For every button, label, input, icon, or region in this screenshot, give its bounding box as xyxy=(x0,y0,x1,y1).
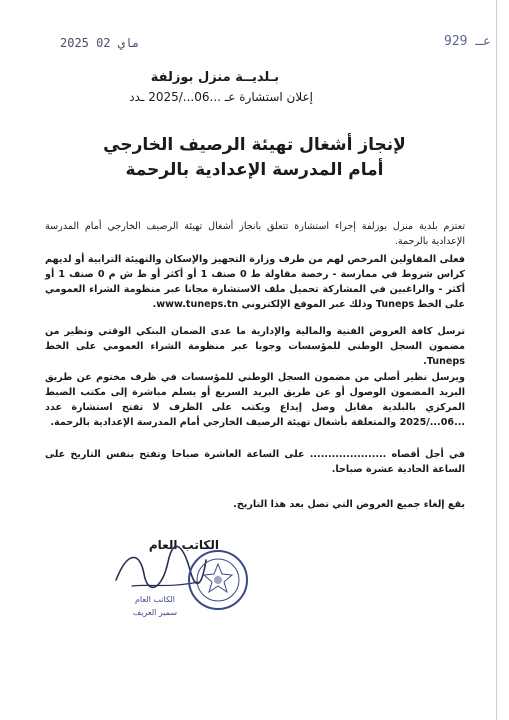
paragraph-cancellation: يقع إلغاء جميع العروض التي تصل بعد هذا التاريخ. xyxy=(233,499,465,510)
page-edge-line xyxy=(496,0,497,720)
signer-title: الكاتب العام xyxy=(148,538,219,552)
paragraph-original-copy: ويرسل نظير أصلي من مضمون السجل الوطني للمؤسسات في ظرف مختوم عن طريق البريد المضمون الوصول أو عن طريق البريد السريع أو يسلم مباشرة إلى مكتب الضبط المركزي بالبلدية مقابل وصل إيداع ويكتب على الظرف لا تفتح استشارة عدد ...06.../2025 والمتعلقة بأشغال تهيئة الرصيف الخارجي أمام المدرسة الإعدادية بالرحمة. xyxy=(45,372,465,428)
paragraph-intro: تعتزم بلدية منزل بوزلفة إجراء استشارة تتعلق بانجاز أشغال تهيئة الرصيف الخارجي أمام المدرسة الإعدادية بالرحمة. xyxy=(45,221,465,247)
official-round-stamp xyxy=(186,548,250,612)
handwritten-date: 2025 ماي 02 xyxy=(60,36,140,50)
stamp-caption-name: سمير العريف xyxy=(132,608,178,617)
stamp-caption-title: الكاتب العام xyxy=(134,595,176,604)
handwritten-number: 929 عـ xyxy=(444,34,491,49)
announcement-reference: إعلان استشارة عـ ...06.../2025 ـدد xyxy=(129,90,313,104)
organization-name: بـلديــة منزل بوزلفة xyxy=(150,70,279,85)
paragraph-submission: ترسل كافة العروض الفنية والمالية والإدارية ما عدى الضمان البنكي الوقتي ونظير من مضمون السجل الوطني للمؤسسات وجوبا عبر منظومة الشراء العمومي على الخط Tuneps. xyxy=(45,326,465,367)
paragraph-deadline: في أجل أقصاه ..................... على الساعة العاشرة صباحا وتفتح بنفس التاريخ على الساعة الحادية عشرة صباحا. xyxy=(45,449,465,475)
paragraph-eligibility: فعلى المقاولين المرخص لهم من طرف وزارة التجهيز والإسكان والتهيئة الترابية أو لديهم كراس شروط في ممارسة - رخصة مقاولة ط 0 صنف 1 أو أكثر أو ط ش م 0 صنف 1 أو أكثر - والراغبين في المشاركة تحميل ملف الاستشارة مجانا عبر منظومة الشراء العمومي على الخط Tuneps وذلك عبر الموقع الإلكتروني www.tuneps.tn. xyxy=(45,254,465,310)
document-title-line-2: أمام المدرسة الإعدادية بالرحمة xyxy=(125,160,384,180)
document-title-line-1: لإنجاز أشغال تهيئة الرصيف الخارجي xyxy=(103,135,406,155)
